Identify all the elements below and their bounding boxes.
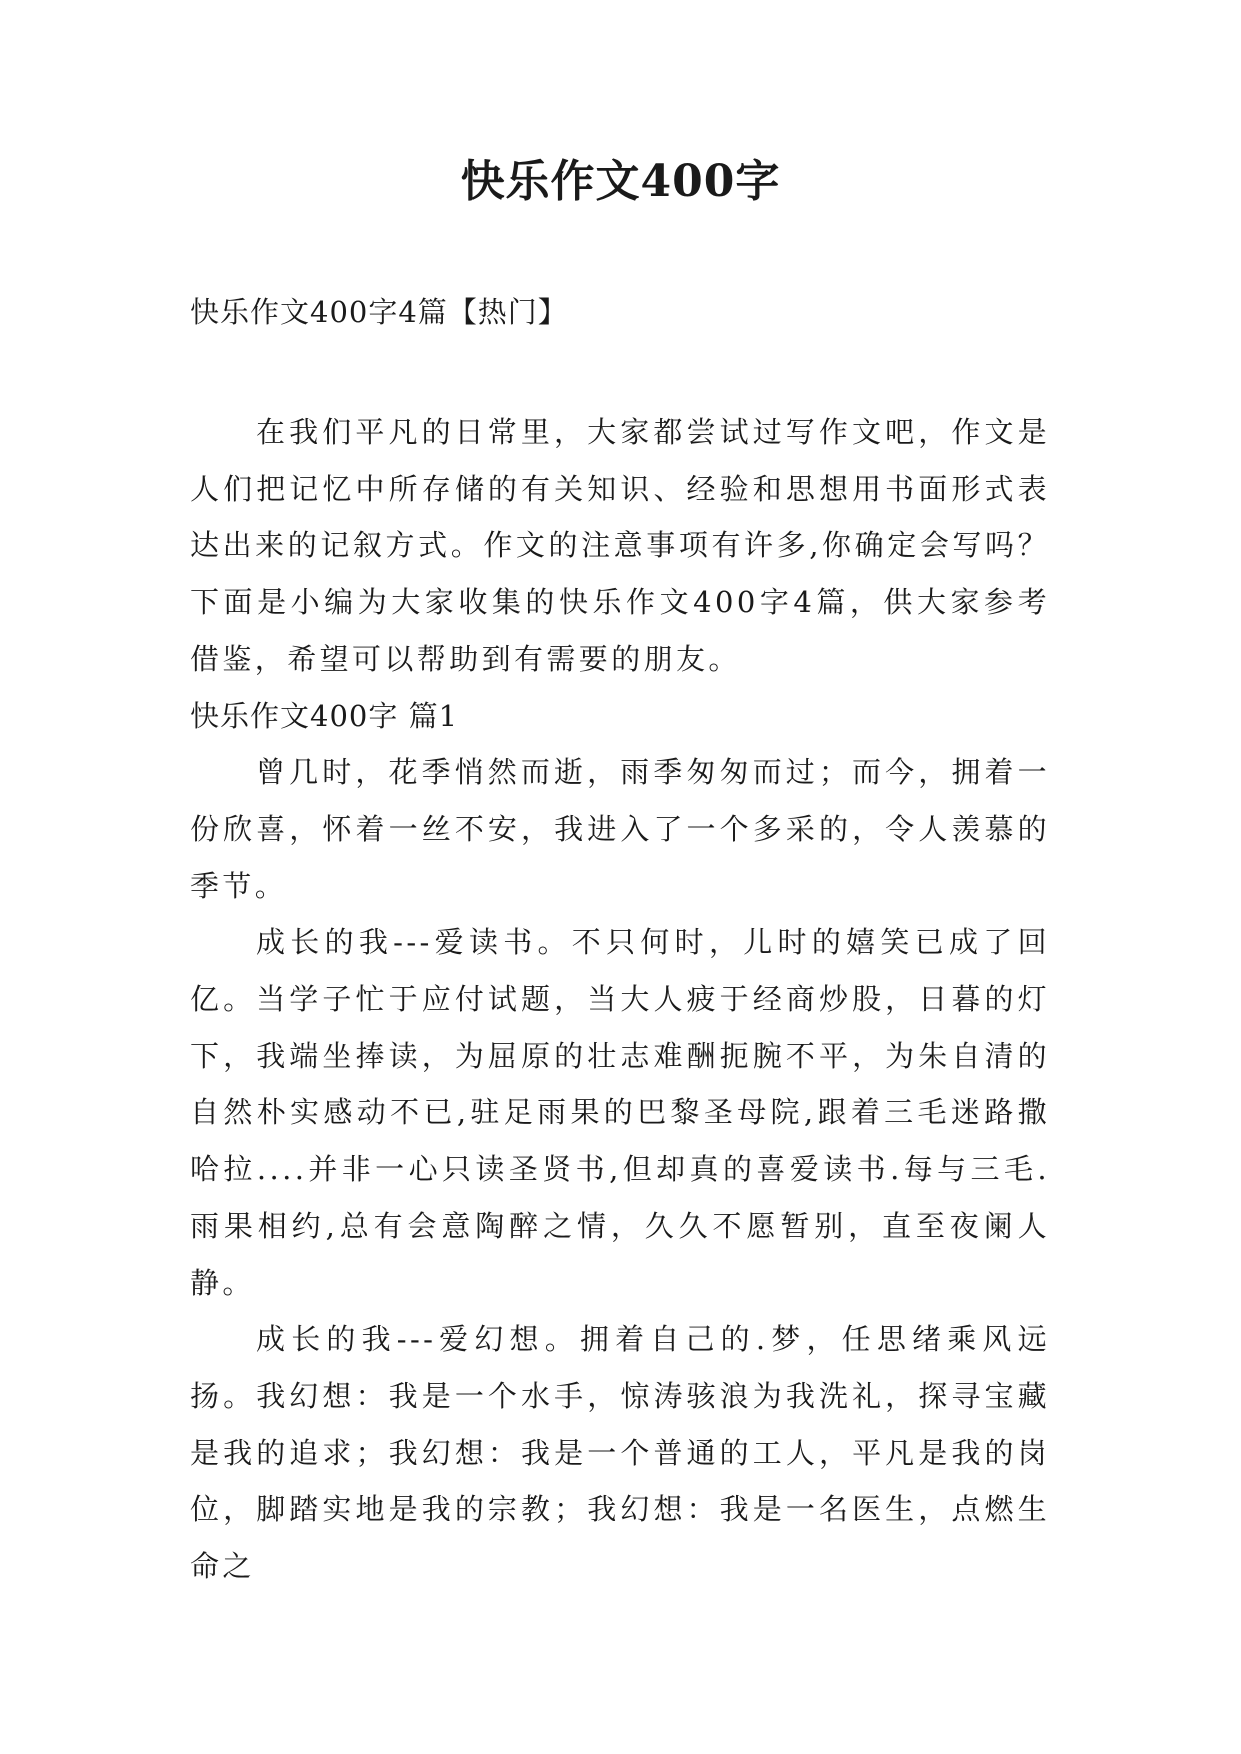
document-title: 快乐作文400字 xyxy=(460,156,781,207)
body-paragraph: 成长的我---爱读书。不只何时，儿时的嬉笑已成了回亿。当学子忙于应付试题，当大人疲于经商炒股，日暮的灯下，我端坐捧读，为屈原的壮志难酬扼腕不平，为朱自清的自然朴实感动不已,驻足雨果的巴黎圣母院,跟着三毛迷路撒哈拉....并非一心只读圣贤书,但却真的喜爱读书.每与三毛.雨果相约,总有会意陶醉之情，久久不愿暂别，直至夜阑人静。 xyxy=(190,925,1050,1300)
intro-paragraph: 在我们平凡的日常里，大家都尝试过写作文吧，作文是人们把记忆中所存储的有关知识、经验和思想用书面形式表达出来的记叙方式。作文的注意事项有许多,你确定会写吗？下面是小编为大家收集的快乐作文400字4篇，供大家参考借鉴，希望可以帮助到有需要的朋友。 xyxy=(190,415,1050,676)
section-heading: 快乐作文400字 篇1 xyxy=(190,698,459,733)
body-paragraph: 成长的我---爱幻想。拥着自己的.梦，任思绪乘风远扬。我幻想：我是一个水手，惊涛骇浪为我洗礼，探寻宝藏是我的追求；我幻想：我是一个普通的工人，平凡是我的岗位，脚踏实地是我的宗教；我幻想：我是一名医生，点燃生命之 xyxy=(190,1322,1050,1584)
document-body xyxy=(190,404,1050,1595)
body-paragraph: 曾几时，花季悄然而逝，雨季匆匆而过；而今，拥着一份欣喜，怀着一丝不安，我进入了一个多采的，令人羡慕的季节。 xyxy=(190,755,1050,903)
document-subtitle: 快乐作文400字4篇【热门】 xyxy=(190,295,568,329)
